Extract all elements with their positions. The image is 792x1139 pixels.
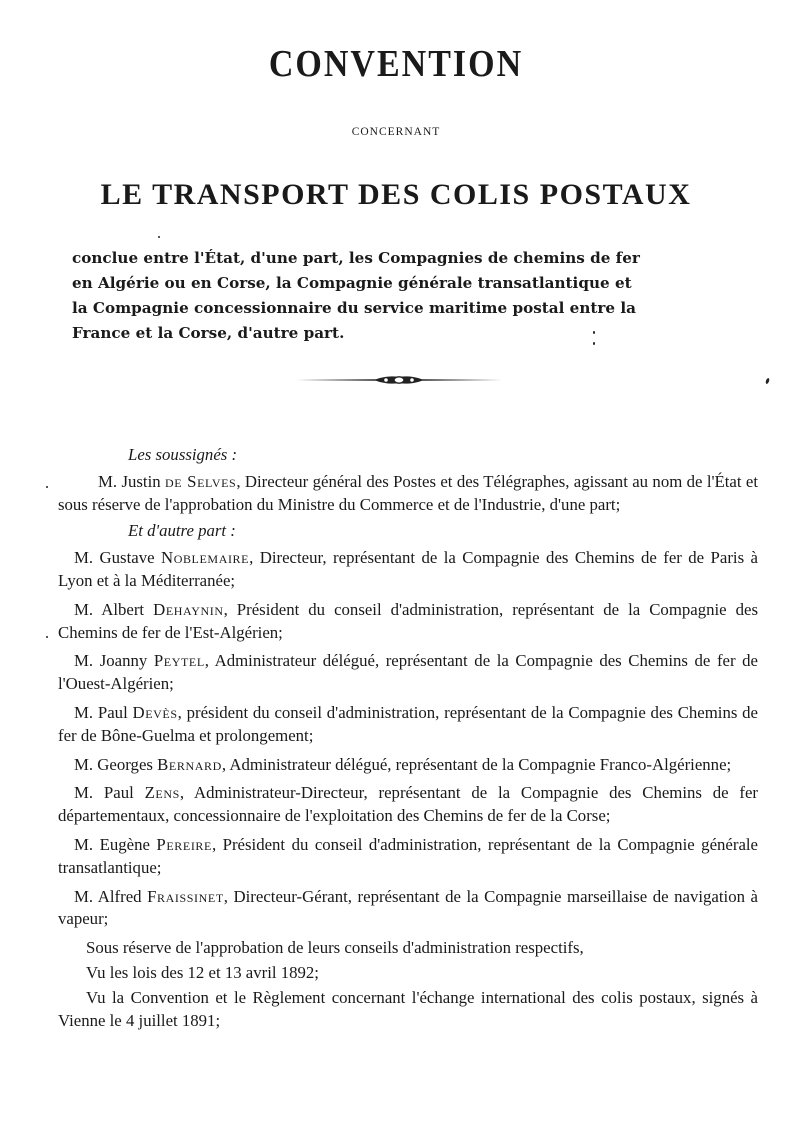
intro-paragraph xyxy=(72,246,750,346)
party-name: Pereire xyxy=(156,834,212,854)
closing-clause: Sous réserve de l'approbation de leurs conseils d'administration respectifs, xyxy=(86,938,584,958)
intro-line: la Compagnie concessionnaire du service maritime postal entre la xyxy=(72,299,636,317)
scan-speck xyxy=(158,236,160,238)
company-representative xyxy=(58,650,758,696)
scan-speck xyxy=(765,378,770,385)
company-representative xyxy=(58,886,758,932)
party-prefix: M. Eugène xyxy=(74,834,157,854)
party-name: Zens xyxy=(144,783,180,803)
ornament-divider xyxy=(296,372,502,388)
company-representative xyxy=(58,754,758,777)
party-prefix: M. Albert xyxy=(74,599,154,619)
party-prefix: M. Georges xyxy=(74,754,158,774)
party-name: Dehaynin xyxy=(153,599,224,619)
document-subtitle: LE TRANSPORT DES COLIS POSTAUX xyxy=(100,178,692,211)
scan-speck xyxy=(46,636,48,638)
party-text: , Directeur général des Postes et des Télégraphes, agissant au nom de l'État et sous réserve de l'approbation du Ministre du Commerce et de l'Industrie, d'une part; xyxy=(58,471,758,514)
party-prefix: M. Paul xyxy=(74,702,133,722)
undersigned-label: Les soussignés : xyxy=(128,445,238,464)
party-text: , Directeur-Gérant, représentant de la Compagnie marseillaise de navigation à vapeur; xyxy=(58,886,758,929)
party-name: de Selves xyxy=(165,471,237,491)
party-prefix: M. Justin xyxy=(98,471,166,491)
party-name: Bernard xyxy=(157,754,222,774)
party-text: , Président du conseil d'administration, représentant de la Compagnie des Chemins de fer de l'Est-Algérien; xyxy=(58,599,758,642)
scan-speck xyxy=(593,331,595,334)
body-text xyxy=(58,444,758,1034)
party-prefix: M. Gustave xyxy=(74,548,161,568)
other-part-label: Et d'autre part : xyxy=(128,521,236,541)
closing-clause: Vu la Convention et le Règlement concernant l'échange international des colis postaux, signés à Vienne le 4 juillet 1891; xyxy=(58,987,758,1030)
party-text: , Président du conseil d'administration, représentant de la Compagnie générale transatlantique; xyxy=(58,834,759,877)
company-representative xyxy=(58,782,758,828)
state-representative xyxy=(58,471,758,517)
party-name: Peytel xyxy=(153,651,205,671)
company-representative xyxy=(58,547,758,593)
party-text: , Administrateur délégué, représentant de la Compagnie des Chemins de fer de l'Ouest-Algérien; xyxy=(58,651,758,694)
party-name: Noblemaire xyxy=(160,548,250,568)
party-text: , président du conseil d'administration, représentant de la Compagnie des Chemins de fer de Bône-Guelma et prolongement; xyxy=(58,702,758,745)
party-name: Devès xyxy=(132,702,178,722)
company-representative xyxy=(58,599,758,645)
document-title: CONVENTION xyxy=(268,43,524,86)
scan-speck xyxy=(593,342,595,345)
intro-line: France et la Corse, d'autre part. xyxy=(72,324,345,342)
closing-clause: Vu les lois des 12 et 13 avril 1892; xyxy=(86,962,319,982)
party-text: , Administrateur délégué, représentant de la Compagnie Franco-Algérienne; xyxy=(221,754,732,774)
concernant-line: CONCERNANT xyxy=(351,126,441,138)
company-representative xyxy=(58,702,758,748)
party-prefix: M. Joanny xyxy=(74,651,154,671)
party-prefix: M. Paul xyxy=(74,783,145,803)
party-name: Fraissinet xyxy=(147,886,224,906)
intro-line: conclue entre l'État, d'une part, les Compagnies de chemins de fer xyxy=(72,249,640,267)
intro-line: en Algérie ou en Corse, la Compagnie générale transatlantique et xyxy=(72,274,632,292)
party-prefix: M. Alfred xyxy=(74,886,148,906)
scan-speck xyxy=(46,486,48,488)
company-representative xyxy=(58,834,758,880)
party-text: , Directeur, représentant de la Compagnie des Chemins de fer de Paris à Lyon et à la Méditerranée; xyxy=(58,548,758,590)
party-text: , Administrateur-Directeur, représentant de la Compagnie des Chemins de fer départementaux, concessionnaire de l'exploitation des Chemins de fer de la Corse; xyxy=(58,783,758,826)
